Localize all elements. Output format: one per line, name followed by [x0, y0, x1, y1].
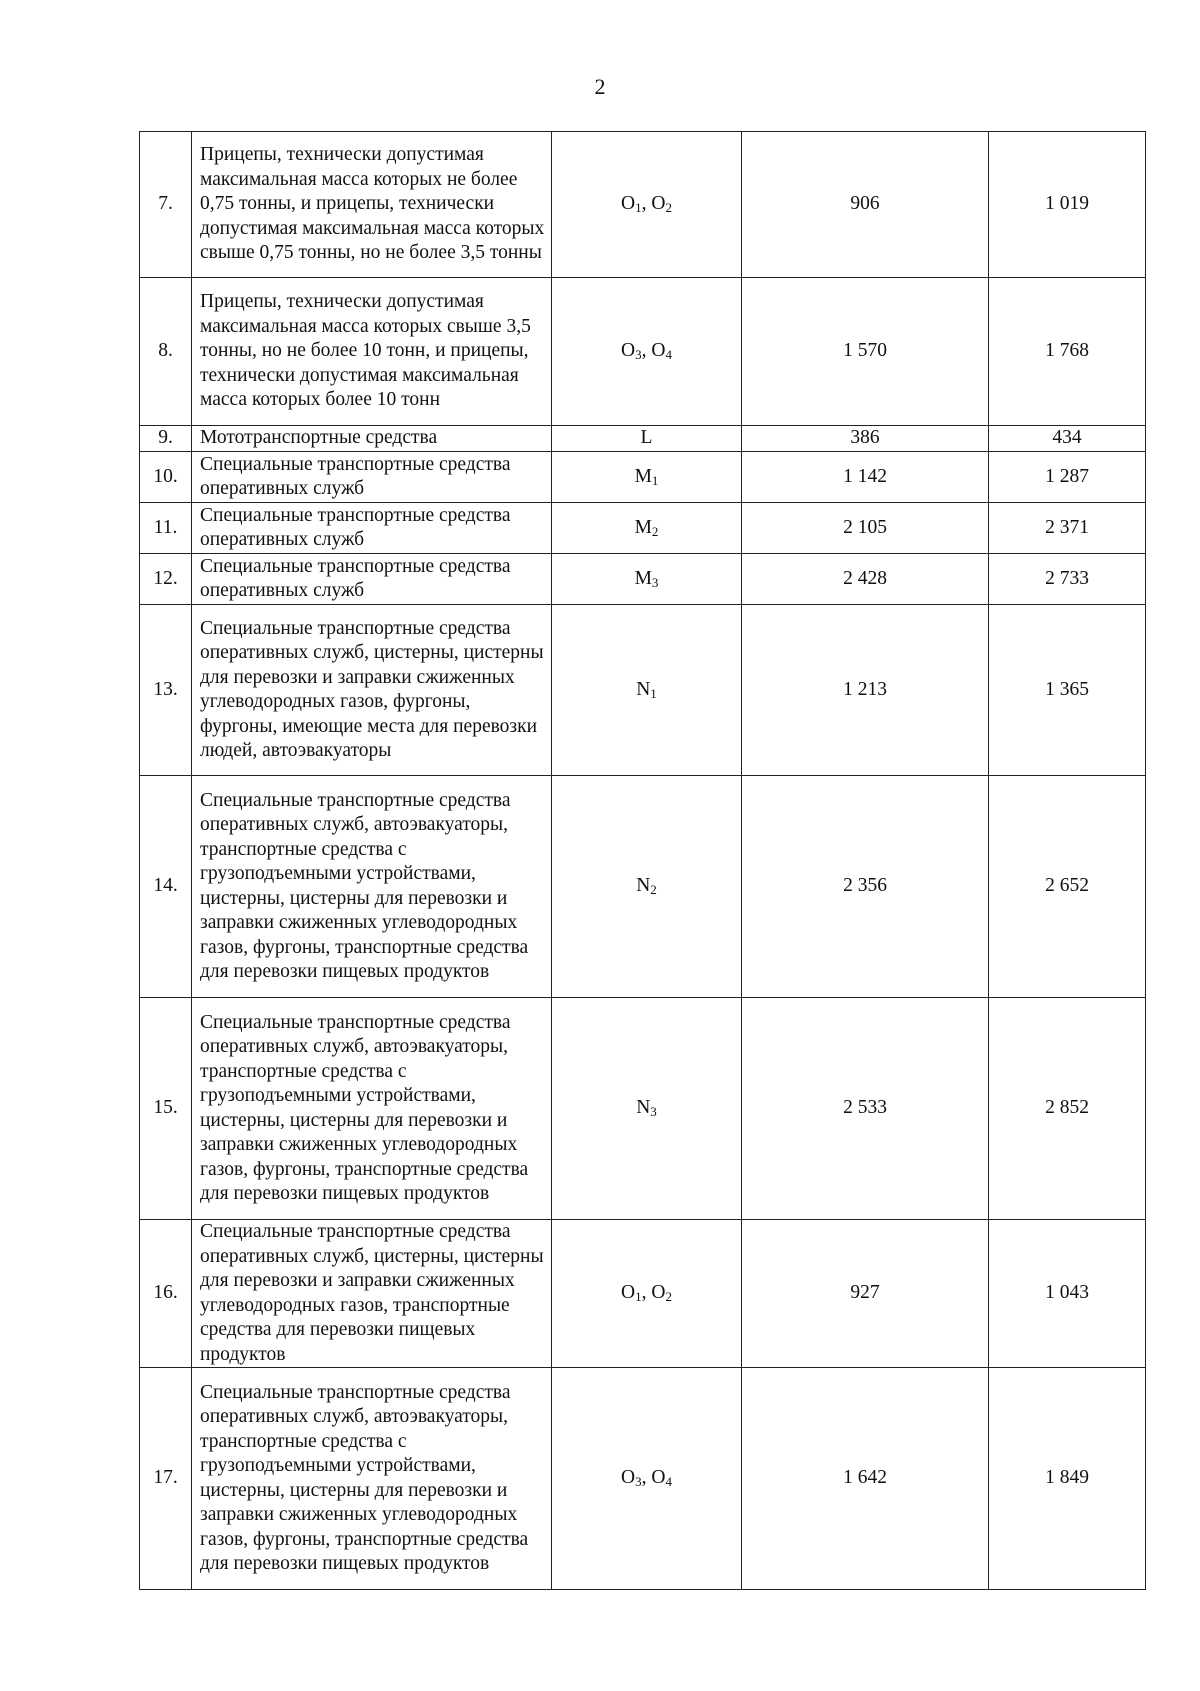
- row-number: 11.: [140, 503, 192, 554]
- vehicle-category: $O_1$, $O_2$: [552, 1220, 742, 1368]
- vehicle-description: Специальные транспортные средства оперативных служб, автоэвакуаторы, транспортные средства с грузоподъемными устройствами, цистерны, цистерны для перевозки и заправки сжиженных углеводородных газов, фургоны, транспортные средства для перевозки пищевых продуктов: [192, 1368, 552, 1590]
- table-row: [140, 554, 1146, 605]
- value-column-2: 1 768: [989, 278, 1146, 426]
- value-column-1: 927: [742, 1220, 989, 1368]
- row-number: 16.: [140, 1220, 192, 1368]
- row-number: 10.: [140, 452, 192, 503]
- table-row: [140, 998, 1146, 1220]
- table-row: [140, 776, 1146, 998]
- value-column-2: 2 733: [989, 554, 1146, 605]
- value-column-2: 2 371: [989, 503, 1146, 554]
- vehicle-category: $M_2$: [552, 503, 742, 554]
- table-row: [140, 503, 1146, 554]
- value-column-1: 386: [742, 426, 989, 452]
- value-column-2: 1 365: [989, 605, 1146, 776]
- row-number: 17.: [140, 1368, 192, 1590]
- row-number: 7.: [140, 132, 192, 278]
- vehicle-description: Специальные транспортные средства оперативных служб, автоэвакуаторы, транспортные средства с грузоподъемными устройствами, цистерны, цистерны для перевозки и заправки сжиженных углеводородных газов, фургоны, транспортные средства для перевозки пищевых продуктов: [192, 998, 552, 1220]
- row-number: 8.: [140, 278, 192, 426]
- vehicle-category: L: [552, 426, 742, 452]
- vehicle-category: $N_1$: [552, 605, 742, 776]
- vehicle-description: Специальные транспортные средства оперативных служб: [192, 503, 552, 554]
- table-row: [140, 278, 1146, 426]
- table-row: [140, 1220, 1146, 1368]
- value-column-2: 1 287: [989, 452, 1146, 503]
- vehicle-description: Прицепы, технически допустимая максимальная масса которых свыше 3,5 тонны, но не более 10 тонн, и прицепы, технически допустимая максимальная масса которых более 10 тонн: [192, 278, 552, 426]
- row-number: 9.: [140, 426, 192, 452]
- value-column-1: 1 142: [742, 452, 989, 503]
- vehicle-description: Прицепы, технически допустимая максимальная масса которых не более 0,75 тонны, и прицепы, технически допустимая максимальная масса которых свыше 0,75 тонны, но не более 3,5 тонны: [192, 132, 552, 278]
- value-column-1: 2 428: [742, 554, 989, 605]
- tariff-table: [139, 131, 1146, 1590]
- value-column-2: 1 043: [989, 1220, 1146, 1368]
- vehicle-description: Мототранспортные средства: [192, 426, 552, 452]
- vehicle-category: $N_2$: [552, 776, 742, 998]
- value-column-1: 2 356: [742, 776, 989, 998]
- value-column-1: 1 570: [742, 278, 989, 426]
- table-row: [140, 426, 1146, 452]
- vehicle-description: Специальные транспортные средства оперативных служб, автоэвакуаторы, транспортные средства с грузоподъемными устройствами, цистерны, цистерны для перевозки и заправки сжиженных углеводородных газов, фургоны, транспортные средства для перевозки пищевых продуктов: [192, 776, 552, 998]
- vehicle-description: Специальные транспортные средства оперативных служб: [192, 452, 552, 503]
- value-column-1: 1 213: [742, 605, 989, 776]
- value-column-2: 1 849: [989, 1368, 1146, 1590]
- table-row: [140, 132, 1146, 278]
- page-number: 2: [594, 74, 606, 99]
- vehicle-category: $M_3$: [552, 554, 742, 605]
- value-column-1: 1 642: [742, 1368, 989, 1590]
- vehicle-category: $N_3$: [552, 998, 742, 1220]
- row-number: 12.: [140, 554, 192, 605]
- value-column-2: 434: [989, 426, 1146, 452]
- value-column-2: 2 852: [989, 998, 1146, 1220]
- table-row: [140, 605, 1146, 776]
- value-column-1: 906: [742, 132, 989, 278]
- table-row: [140, 452, 1146, 503]
- vehicle-description: Специальные транспортные средства оперативных служб, цистерны, цистерны для перевозки и заправки сжиженных углеводородных газов, транспортные средства для перевозки пищевых продуктов: [192, 1220, 552, 1368]
- vehicle-category: $O_1$, $O_2$: [552, 132, 742, 278]
- vehicle-description: Специальные транспортные средства оперативных служб, цистерны, цистерны для перевозки и заправки сжиженных углеводородных газов, фургоны, фургоны, имеющие места для перевозки людей, автоэвакуаторы: [192, 605, 552, 776]
- tariff-table-body: [140, 132, 1146, 1590]
- vehicle-category: $O_3$, $O_4$: [552, 278, 742, 426]
- row-number: 13.: [140, 605, 192, 776]
- vehicle-category: $M_1$: [552, 452, 742, 503]
- value-column-2: 1 019: [989, 132, 1146, 278]
- table-row: [140, 1368, 1146, 1590]
- vehicle-description: Специальные транспортные средства оперативных служб: [192, 554, 552, 605]
- value-column-1: 2 533: [742, 998, 989, 1220]
- value-column-1: 2 105: [742, 503, 989, 554]
- row-number: 15.: [140, 998, 192, 1220]
- vehicle-category: $O_3$, $O_4$: [552, 1368, 742, 1590]
- value-column-2: 2 652: [989, 776, 1146, 998]
- row-number: 14.: [140, 776, 192, 998]
